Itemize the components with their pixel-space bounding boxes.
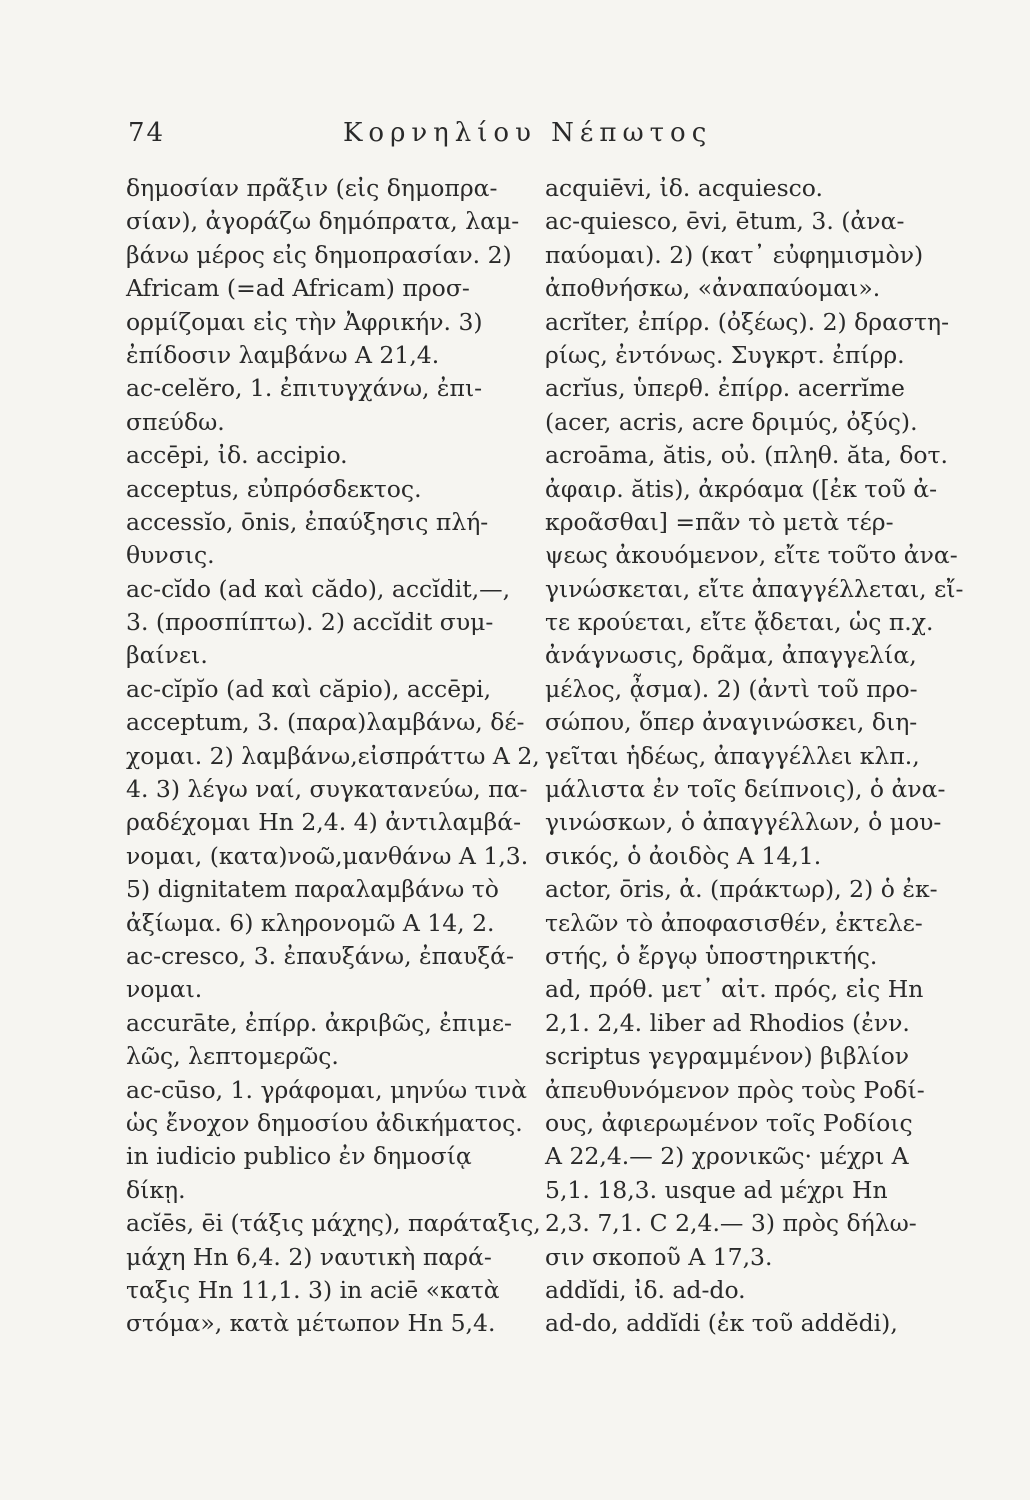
dictionary-line: scriptus γεγραμμένον) βιβλίον bbox=[545, 1042, 910, 1071]
dictionary-line: ὡς ἔνοχον δημοσίου ἀδικήματος. bbox=[126, 1108, 523, 1137]
dictionary-line: ορμίζομαι εἰς τὴν Ἀφρικήν. 3) bbox=[126, 307, 483, 336]
dictionary-line: ταξις Hn 11,1. 3) in aciē «κατὰ bbox=[126, 1275, 500, 1304]
dictionary-line: ραδέχομαι Hn 2,4. 4) ἀντιλαμβά- bbox=[126, 808, 522, 837]
dictionary-line: 2,3. 7,1. C 2,4.— 3) πρὸς δήλω- bbox=[545, 1209, 917, 1238]
dictionary-line: ad-do, addĭdi (ἐκ τοῦ addĕdi), bbox=[545, 1309, 898, 1338]
dictionary-line: acrĭter, ἐπίρρ. (ὀξέως). 2) δραστη- bbox=[545, 307, 950, 336]
dictionary-line: κροᾶσθαι] =πᾶν τὸ μετὰ τέρ- bbox=[545, 507, 894, 536]
dictionary-line: ac-cĭdo (ad καὶ cădo), accĭdit,—, bbox=[126, 574, 511, 603]
dictionary-line: ἀπευθυνόμενον πρὸς τοὺς Ροδί- bbox=[545, 1075, 925, 1104]
dictionary-line: acrĭus, ὑπερθ. ἐπίρρ. acerrĭme bbox=[545, 374, 905, 403]
dictionary-line: τε κρούεται, εἴτε ᾄδεται, ὡς π.χ. bbox=[545, 608, 934, 637]
dictionary-line: ρίως, ἐντόνως. Συγκρτ. ἐπίρρ. bbox=[545, 340, 905, 369]
dictionary-line: ac-quiesco, ēvi, ētum, 3. (ἀνα- bbox=[545, 207, 905, 236]
dictionary-line: 3. (προσπίπτω). 2) accĭdit συμ- bbox=[126, 608, 494, 637]
dictionary-line: ac-cresco, 3. ἐπαυξάνω, ἐπαυξά- bbox=[126, 941, 514, 970]
dictionary-line: 5) dignitatem παραλαμβάνω τὸ bbox=[126, 875, 499, 904]
dictionary-line: accurāte, ἐπίρρ. ἀκριβῶς, ἐπιμε- bbox=[126, 1008, 512, 1037]
dictionary-line: μάχη Hn 6,4. 2) ναυτικὴ παρά- bbox=[126, 1242, 492, 1271]
dictionary-line: addĭdi, ἰδ. ad-do. bbox=[545, 1275, 746, 1304]
dictionary-line: ἐπίδοσιν λαμβάνω Α 21,4. bbox=[126, 340, 440, 369]
dictionary-line: γινώσκων, ὁ ἀπαγγέλλων, ὁ μου- bbox=[545, 808, 942, 837]
dictionary-line: 2,1. 2,4. liber ad Rhodios (ἐνν. bbox=[545, 1008, 910, 1037]
dictionary-line: δημοσίαν πρᾶξιν (εἰς δημοπρα- bbox=[126, 174, 498, 202]
dictionary-line: accēpi, ἰδ. accipio. bbox=[126, 441, 348, 470]
dictionary-line: 5,1. 18,3. usque ad μέχρι Hn bbox=[545, 1175, 888, 1204]
dictionary-line: βάνω μέρος εἰς δημοπρασίαν. 2) bbox=[126, 240, 512, 269]
dictionary-line: γινώσκεται, εἴτε ἀπαγγέλλεται, εἴ- bbox=[545, 574, 964, 603]
dictionary-line: in iudicio publico ἐν δημοσίᾳ bbox=[126, 1142, 472, 1171]
dictionary-line: γεῖται ἡδέως, ἀπαγγέλλει κλπ., bbox=[545, 741, 920, 770]
dictionary-line: στής, ὁ ἔργῳ ὑποστηρικτής. bbox=[545, 941, 878, 970]
dictionary-line: ac-cūso, 1. γράφομαι, μηνύω τινὰ bbox=[126, 1075, 528, 1104]
dictionary-line: βαίνει. bbox=[126, 641, 208, 670]
dictionary-line: acceptum, 3. (παρα)λαμβάνω, δέ- bbox=[126, 708, 525, 737]
dictionary-line: 4. 3) λέγω ναί, συγκατανεύω, πα- bbox=[126, 775, 528, 804]
running-title: Κορνηλίου Νέπωτος bbox=[343, 118, 713, 148]
dictionary-line: χομαι. 2) λαμβάνω,εἰσπράττω Α 2, bbox=[126, 741, 540, 770]
dictionary-line: σίαν), ἀγοράζω δημόπρατα, λαμ- bbox=[126, 207, 520, 236]
right-column bbox=[545, 172, 985, 1341]
dictionary-line: ἀποθνήσκω, «ἀναπαύομαι». bbox=[545, 274, 881, 303]
dictionary-line: acroāma, ătis, οὐ. (πληθ. ăta, δοτ. bbox=[545, 441, 948, 470]
dictionary-line: (acer, acris, acre δριμύς, ὀξύς). bbox=[545, 407, 918, 436]
dictionary-line: σπεύδω. bbox=[126, 407, 225, 436]
left-column bbox=[126, 172, 546, 1341]
dictionary-line: λῶς, λεπτομερῶς. bbox=[126, 1042, 339, 1071]
dictionary-line: ἀξίωμα. 6) κληρονομῶ Α 14, 2. bbox=[126, 908, 495, 937]
dictionary-line: σικός, ὁ ἀοιδὸς Α 14,1. bbox=[545, 841, 822, 870]
dictionary-line: acceptus, εὐπρόσδεκτος. bbox=[126, 474, 422, 503]
dictionary-line: στόμα», κατὰ μέτωπον Hn 5,4. bbox=[126, 1309, 496, 1338]
dictionary-line: ac-celĕro, 1. ἐπιτυγχάνω, ἐπι- bbox=[126, 374, 483, 403]
dictionary-line: μάλιστα ἐν τοῖς δείπνοις), ὁ ἀνα- bbox=[545, 775, 946, 804]
dictionary-line: νομαι. bbox=[126, 975, 203, 1004]
dictionary-line: τελῶν τὸ ἀποφασισθέν, ἐκτελε- bbox=[545, 908, 923, 937]
page-number: 74 bbox=[128, 118, 166, 148]
dictionary-line: ἀνάγνωσις, δρᾶμα, ἀπαγγελία, bbox=[545, 641, 917, 670]
dictionary-line: actor, ōris, ἀ. (πράκτωρ), 2) ὁ ἐκ- bbox=[545, 875, 938, 904]
dictionary-line: σιν σκοποῦ Α 17,3. bbox=[545, 1242, 773, 1271]
dictionary-line: ἀφαιρ. ătis), ἀκρόαμα ([ἐκ τοῦ ἀ- bbox=[545, 474, 938, 503]
dictionary-line: accessĭo, ōnis, ἐπαύξησις πλή- bbox=[126, 507, 489, 536]
dictionary-line: σώπου, ὅπερ ἀναγινώσκει, διη- bbox=[545, 708, 918, 737]
dictionary-line: ους, ἀφιερωμένον τοῖς Ροδίοις bbox=[545, 1108, 913, 1137]
page-header bbox=[128, 118, 928, 158]
dictionary-line: θυνσις. bbox=[126, 541, 215, 570]
dictionary-line: acquiēvi, ἰδ. acquiesco. bbox=[545, 174, 824, 202]
dictionary-line: ac-cĭpĭo (ad καὶ căpio), accēpi, bbox=[126, 674, 492, 703]
dictionary-line: Α 22,4.— 2) χρονικῶς· μέχρι Α bbox=[545, 1142, 909, 1171]
dictionary-line: acĭēs, ēi (τάξις μάχης), παράταξις, bbox=[126, 1209, 541, 1238]
dictionary-line: παύομαι). 2) (κατ᾽ εὐφημισμὸν) bbox=[545, 240, 924, 269]
dictionary-line: Africam (=ad Africam) προσ- bbox=[126, 274, 470, 303]
dictionary-line: δίκῃ. bbox=[126, 1175, 186, 1204]
dictionary-line: μέλος, ᾆσμα). 2) (ἀντὶ τοῦ προ- bbox=[545, 674, 918, 703]
dictionary-line: ad, πρόθ. μετ᾽ αἰτ. πρός, εἰς Hn bbox=[545, 975, 924, 1004]
dictionary-line: νομαι, (κατα)νοῶ,μανθάνω Α 1,3. bbox=[126, 841, 529, 870]
dictionary-line: ψεως ἀκουόμενον, εἴτε τοῦτο ἀνα- bbox=[545, 541, 958, 570]
